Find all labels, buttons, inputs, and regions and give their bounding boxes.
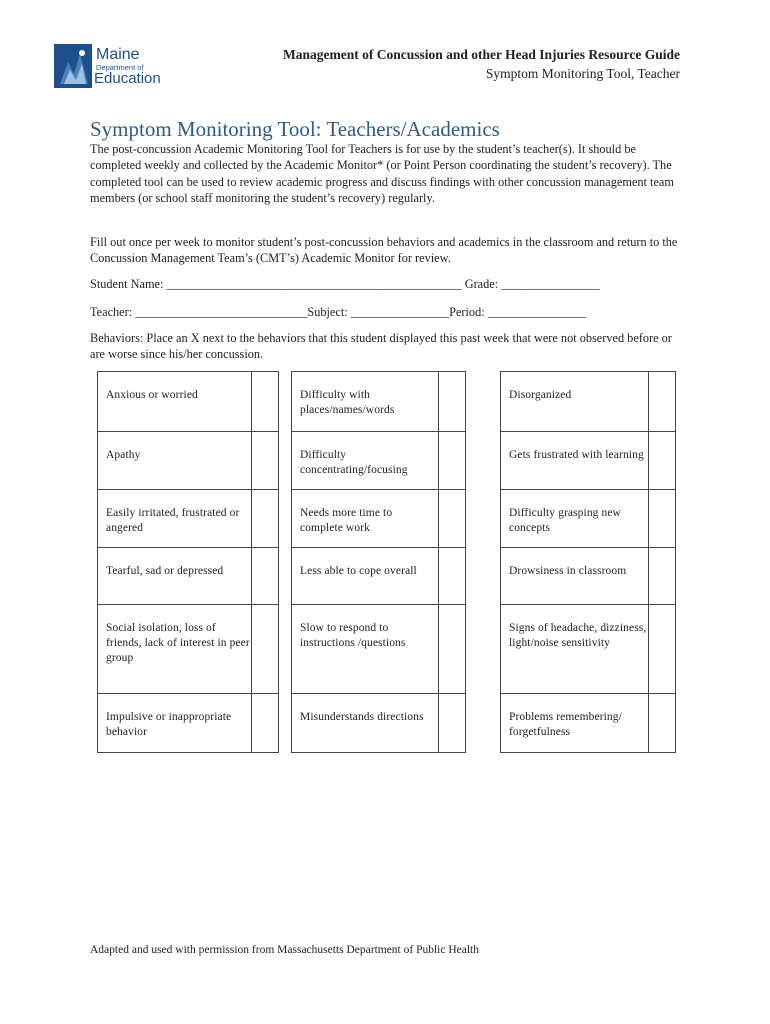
header-title: Management of Concussion and other Head Injuries Resource Guide bbox=[282, 47, 680, 62]
behavior-label: Tearful, sad or depressed bbox=[98, 548, 252, 605]
teacher-subject-period-line[interactable]: Teacher: ____________________________Subject: ________________Period: ________________ bbox=[90, 305, 587, 319]
behavior-checkbox[interactable] bbox=[439, 605, 466, 694]
behavior-checkbox[interactable] bbox=[649, 432, 676, 490]
behavior-checkbox[interactable] bbox=[439, 548, 466, 605]
page-title: Symptom Monitoring Tool: Teachers/Academics bbox=[90, 117, 500, 141]
behavior-checkbox[interactable] bbox=[649, 605, 676, 694]
behavior-table-1 bbox=[97, 371, 279, 753]
behavior-table-3 bbox=[500, 371, 676, 753]
behavior-label: Signs of headache, dizziness, light/noise sensitivity bbox=[501, 605, 649, 694]
behavior-label: Difficulty with places/names/words bbox=[292, 372, 439, 432]
behavior-checkbox[interactable] bbox=[439, 372, 466, 432]
behavior-checkbox[interactable] bbox=[649, 490, 676, 548]
intro-paragraph: The post-concussion Academic Monitoring Tool for Teachers is for use by the student’s teacher(s). It should be completed weekly and collected by the Academic Monitor* (or Point Person coordinating the student’s recovery). The completed tool can be used to review academic progress and discuss findings with other concussion management team members (or school staff monitoring the student’s recovery) regularly. bbox=[90, 142, 674, 205]
behavior-label: Less able to cope overall bbox=[292, 548, 439, 605]
student-grade-line[interactable]: Student Name: ________________________________________________ Grade: ________________ bbox=[90, 277, 600, 291]
behavior-checkbox[interactable] bbox=[252, 432, 279, 490]
behavior-label: Easily irritated, frustrated or angered bbox=[98, 490, 252, 548]
behavior-checkbox[interactable] bbox=[439, 432, 466, 490]
behavior-checkbox[interactable] bbox=[252, 694, 279, 753]
behavior-checkbox[interactable] bbox=[252, 605, 279, 694]
behavior-checkbox[interactable] bbox=[649, 372, 676, 432]
behavior-label: Disorganized bbox=[501, 372, 649, 432]
behavior-checkbox[interactable] bbox=[649, 694, 676, 753]
behavior-label: Difficulty concentrating/focusing bbox=[292, 432, 439, 490]
behavior-checkbox[interactable] bbox=[649, 548, 676, 605]
instructions-paragraph: Fill out once per week to monitor student’s post-concussion behaviors and academics in the classroom and return to the Concussion Management Team’s (CMT’s) Academic Monitor for review. bbox=[90, 235, 678, 266]
behavior-checkbox[interactable] bbox=[252, 372, 279, 432]
behavior-label: Needs more time to complete work bbox=[292, 490, 439, 548]
logo-text-department: Department of bbox=[96, 63, 144, 72]
behavior-label: Difficulty grasping new concepts bbox=[501, 490, 649, 548]
maine-logo-icon bbox=[54, 44, 92, 88]
footer-attribution: Adapted and used with permission from Massachusetts Department of Public Health bbox=[90, 944, 480, 956]
behavior-table-2 bbox=[291, 371, 466, 753]
behavior-checkbox[interactable] bbox=[252, 490, 279, 548]
behavior-label: Impulsive or inappropriate behavior bbox=[98, 694, 252, 753]
header-subtitle: Symptom Monitoring Tool, Teacher bbox=[485, 66, 680, 81]
logo-text-maine: Maine bbox=[96, 46, 140, 63]
behavior-checkbox[interactable] bbox=[439, 490, 466, 548]
behavior-label: Misunderstands directions bbox=[292, 694, 439, 753]
behavior-label: Anxious or worried bbox=[98, 372, 252, 432]
behavior-label: Slow to respond to instructions /questions bbox=[292, 605, 439, 694]
behavior-label: Social isolation, loss of friends, lack of interest in peer group bbox=[98, 605, 252, 694]
behavior-checkbox[interactable] bbox=[439, 694, 466, 753]
logo-text-education: Education bbox=[94, 70, 161, 87]
maine-doe-logo bbox=[54, 42, 174, 90]
behavior-label: Apathy bbox=[98, 432, 252, 490]
behavior-label: Drowsiness in classroom bbox=[501, 548, 649, 605]
behavior-label: Gets frustrated with learning bbox=[501, 432, 649, 490]
behavior-label: Problems remembering/ forgetfulness bbox=[501, 694, 649, 753]
behavior-checkbox[interactable] bbox=[252, 548, 279, 605]
behaviors-instructions: Behaviors: Place an X next to the behaviors that this student displayed this past week that were not observed before or are worse since his/her concussion. bbox=[90, 331, 672, 362]
